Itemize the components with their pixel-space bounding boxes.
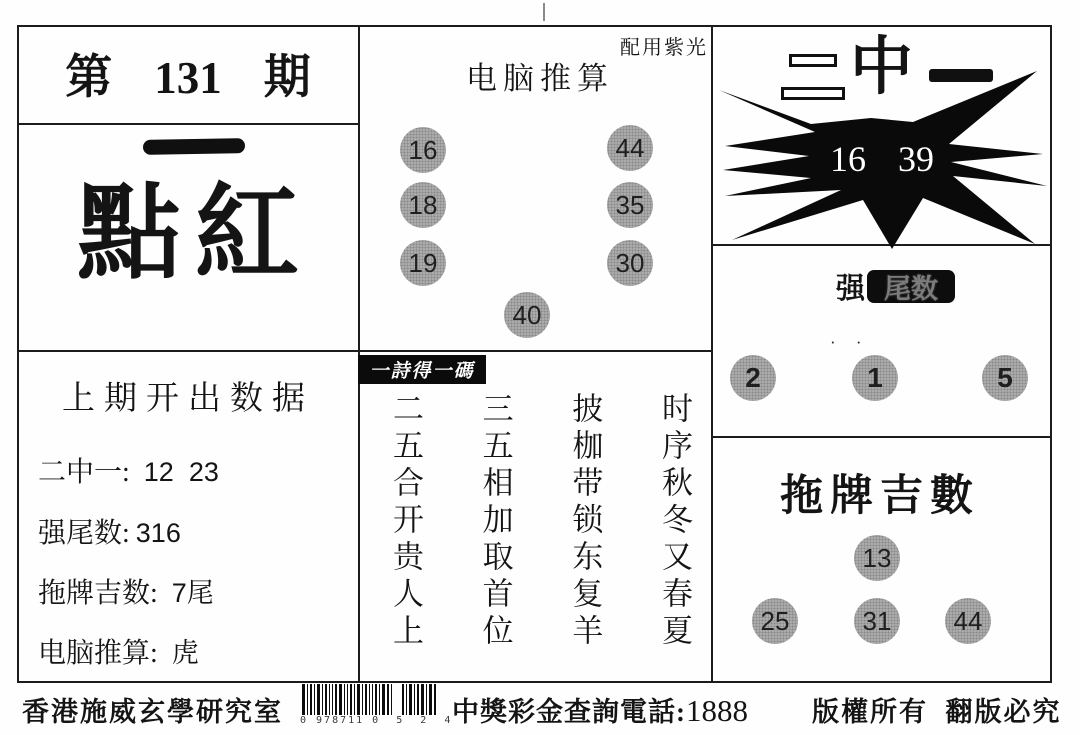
poem-line: 三五相加取首位 — [477, 392, 513, 651]
number-ball: 25 — [752, 598, 798, 644]
number-ball: 35 — [607, 182, 653, 228]
issue-header — [20, 40, 356, 107]
footer-hotline-label: 中獎彩金查詢電話: — [452, 697, 686, 727]
computer-panel-title: 电脑推算 — [466, 61, 614, 96]
starburst — [711, 56, 1048, 249]
number-ball: 44 — [945, 598, 991, 644]
number-ball: 40 — [504, 292, 550, 338]
last-period-row — [38, 571, 214, 611]
number-ball: 44 — [607, 125, 653, 171]
poem-text — [390, 392, 690, 667]
row-label: 二中一: — [38, 457, 130, 488]
masthead-top-stroke — [143, 138, 245, 155]
number-ball: 2 — [730, 355, 776, 401]
row-value: 虎 — [171, 638, 199, 668]
poem-badge — [358, 355, 486, 384]
border-top — [17, 25, 1052, 27]
row-value: 316 — [135, 518, 181, 548]
print-mark — [543, 3, 545, 21]
star-number: 16 — [830, 139, 866, 179]
number-ball: 30 — [607, 240, 653, 286]
divider-right-2 — [711, 436, 1052, 438]
number-ball: 31 — [854, 598, 900, 644]
number-ball: 16 — [400, 127, 446, 173]
row-value: 12 23 — [143, 457, 219, 487]
number-ball: 13 — [854, 535, 900, 581]
last-period-title: 上期开出数据 — [62, 381, 314, 417]
poem-badge-label: 一詩得一碼 — [369, 361, 475, 382]
number-ball: 19 — [400, 240, 446, 286]
poem-line: 二五合开贵人上 — [388, 392, 423, 651]
row-label: 拖牌吉数: — [38, 578, 158, 609]
masthead-title: 點紅 — [76, 177, 313, 292]
number-ball: 18 — [400, 182, 446, 228]
footer-copyright: 版權所有 翻版必究 — [812, 697, 1062, 727]
last-period-row — [38, 450, 219, 490]
issue-number: 131 — [154, 53, 222, 103]
poem-line: 时序秋冬又春夏 — [656, 392, 692, 651]
border-right — [1050, 25, 1052, 683]
poem-line: 披枷带锁东复羊 — [567, 392, 603, 651]
number-ball: 1 — [852, 355, 898, 401]
divider-left-issue — [17, 123, 360, 125]
strong-tail-inverted-text: 尾数 — [884, 274, 939, 304]
number-ball: 5 — [982, 355, 1028, 401]
barcode — [302, 684, 447, 715]
strong-tail-title — [836, 266, 955, 307]
row-label: 电脑推算: — [38, 638, 158, 669]
corner-note: 配用紫光 — [620, 37, 708, 59]
strong-tail-title-normal: 强 — [836, 273, 866, 305]
row-value: 7尾 — [171, 578, 214, 608]
footer-hotline-number: 1888 — [686, 693, 748, 728]
star-number: 39 — [898, 139, 934, 179]
strong-tail-title-inverted — [867, 270, 955, 303]
row-label: 强尾数: — [38, 518, 130, 549]
border-bottom — [17, 681, 1052, 683]
barcode-digits: 0 978711 0 5 2 4 — [300, 715, 453, 726]
last-period-row — [38, 631, 199, 671]
speckle-dots: · · — [830, 333, 870, 352]
last-period-row — [38, 511, 181, 551]
divider-middle-horizontal — [17, 350, 713, 352]
footer-hotline — [452, 690, 748, 729]
lucky-drag-title: 拖牌吉數 — [780, 473, 980, 520]
issue-suffix: 期 — [263, 52, 311, 104]
issue-prefix: 第 — [65, 52, 113, 104]
footer-studio: 香港施威玄學研究室 — [22, 697, 283, 727]
title-char-zhong: 中 — [850, 32, 913, 102]
